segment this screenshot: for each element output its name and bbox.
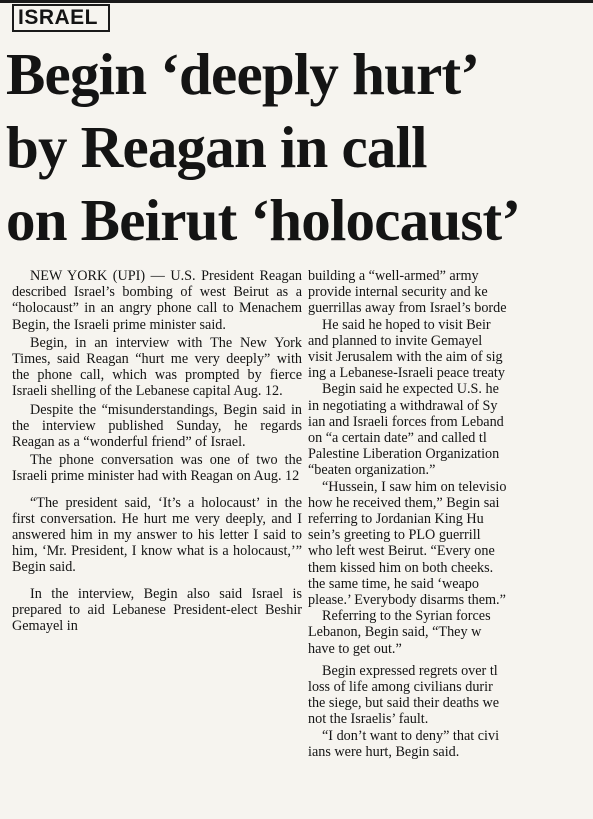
- text-line: please.’ Everybody disarms them.”: [308, 592, 506, 609]
- top-rule: [0, 0, 593, 3]
- text-line: the siege, but said their deaths we: [308, 695, 500, 712]
- text-line: them kissed him on both cheeks.: [308, 559, 494, 576]
- paragraph: [308, 381, 593, 478]
- text-line: Begin said he expected U.S. he: [322, 381, 499, 398]
- text-line: ians were hurt, Begin said.: [308, 743, 460, 760]
- text-line: on “a certain date” and called tl: [308, 430, 487, 447]
- text-line: the same time, he said ‘weapo: [308, 575, 479, 592]
- text-line: in negotiating a withdrawal of Sy: [308, 397, 498, 414]
- text-line: Begin expressed regrets over tl: [322, 662, 498, 679]
- text-line: Referring to the Syrian forces: [322, 608, 491, 625]
- text-line: ian and Israeli forces from Leband: [308, 413, 504, 430]
- paragraph: [308, 608, 593, 657]
- text-line: visit Jerusalem with the aim of sig: [308, 349, 503, 366]
- section-kicker: ISRAEL: [18, 6, 99, 29]
- text-line: He said he hoped to visit Beir: [322, 316, 491, 333]
- text-line: Lebanon, Begin said, “They w: [308, 624, 482, 641]
- text-line: and planned to invite Gemayel: [308, 332, 483, 349]
- headline: [6, 38, 591, 257]
- paragraph: [308, 663, 593, 728]
- text-line: have to get out.”: [308, 640, 402, 657]
- paragraph: The phone conversation was one of two the Israeli prime minister had with Reagan on Aug. 12: [12, 452, 302, 485]
- paragraph: In the interview, Begin also said Israel is prepared to aid Lebanese President-elect Beshir Gemayel in: [12, 585, 302, 635]
- text-line: loss of life among civilians durir: [308, 679, 493, 696]
- headline-line-2: by Reagan in call: [6, 114, 427, 180]
- text-line: “beaten organization.”: [308, 462, 436, 479]
- text-line: building a “well-armed” army: [308, 268, 479, 284]
- text-line: “I don’t want to deny” that civi: [322, 727, 500, 744]
- text-line: how he received them,” Begin sai: [308, 494, 500, 511]
- paragraph: NEW YORK (UPI) — U.S. President Reagan described Israel’s bombing of west Beirut as a “holocaust” in an angry phone call to Menachem Begin, the Israeli prime minister said.: [12, 268, 302, 333]
- text-line: provide internal security and ke: [308, 284, 488, 301]
- paragraph: Begin, in an interview with The New York Times, said Reagan “hurt me very deeply” with the phone call, which was prompted by fierce Israeli shelling of the Lebanese capital Aug. 12.: [12, 334, 302, 400]
- article-column-left: [12, 268, 302, 636]
- paragraph: [308, 479, 593, 609]
- text-line: sein’s greeting to PLO guerrill: [308, 527, 481, 544]
- article-column-right: [308, 268, 593, 760]
- text-line: not the Israelis’ fault.: [308, 711, 429, 728]
- text-line: ing a Lebanese-Israeli peace treaty: [308, 365, 505, 382]
- paragraph: [308, 268, 593, 317]
- paragraph: “The president said, ‘It’s a holocaust’ in the first conversation. He hurt me very deeply, and I answered him in my answer to his letter I said to him, ‘Mr. President, I know what is a holocaust,’” Begin said.: [12, 494, 302, 576]
- text-line: referring to Jordanian King Hu: [308, 511, 484, 528]
- headline-line-3: on Beirut ‘holocaust’: [6, 187, 521, 253]
- paragraph: [308, 728, 593, 760]
- text-line: “Hussein, I saw him on televisio: [322, 478, 507, 495]
- paragraph: Despite the “misunderstandings, Begin said in the interview published Sunday, he regards Reagan as a “wonderful friend” of Israel.: [12, 401, 302, 451]
- headline-line-1: Begin ‘deeply hurt’: [6, 41, 480, 107]
- text-line: guerrillas away from Israel’s borde: [308, 300, 507, 317]
- text-line: who left west Beirut. “Every one: [308, 543, 495, 560]
- paragraph: [308, 317, 593, 382]
- text-line: Palestine Liberation Organization: [308, 446, 500, 463]
